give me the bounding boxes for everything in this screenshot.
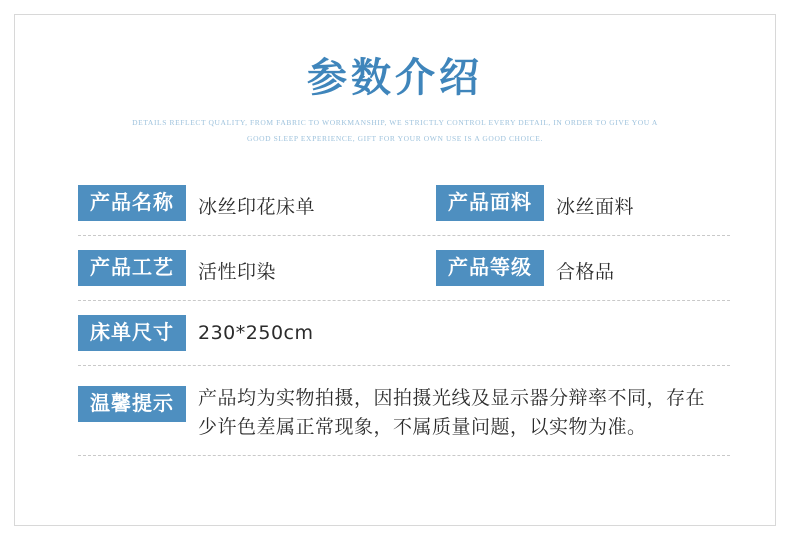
spec-cell-product-grade [436, 250, 730, 286]
spec-value-product-fabric: 冰丝面料 [556, 196, 635, 218]
subtitle-line-2: GOOD SLEEP EXPERIENCE, GIFT FOR YOUR OWN USE IS A GOOD CHOICE. [247, 134, 543, 143]
spec-value-warm-tip: 产品均为实物拍摄，因拍摄光线及显示器分辩率不同，存在少许色差属正常现象，不属质量问题，以实物为准。 [198, 387, 706, 438]
subtitle-line-1: DETAILS REFLECT QUALITY, FROM FABRIC TO WORKMANSHIP, WE STRICTLY CONTROL EVERY DETAIL, IN ORDER TO GIVE YOU A [132, 118, 658, 127]
spec-row-sheet-size [78, 315, 730, 366]
spec-label-product-grade: 产品等级 [436, 250, 544, 286]
spec-cell-sheet-size [78, 315, 436, 351]
spec-value-product-process: 活性印染 [198, 261, 277, 283]
spec-value-product-grade: 合格品 [556, 261, 615, 283]
spec-cell-product-fabric [436, 185, 730, 221]
spec-label-warm-tip: 温馨提示 [78, 386, 186, 422]
spec-row-product-name [78, 185, 730, 236]
spec-table [78, 185, 730, 470]
spec-label-product-process: 产品工艺 [78, 250, 186, 286]
spec-cell-warm-tip [78, 380, 718, 441]
spec-cell-product-process [78, 250, 436, 286]
spec-label-product-fabric: 产品面料 [436, 185, 544, 221]
spec-label-sheet-size: 床单尺寸 [78, 315, 186, 351]
spec-value-sheet-size: 230*250cm [198, 322, 314, 344]
page-title: 参数介绍 [307, 55, 483, 101]
spec-row-warm-tip [78, 380, 730, 456]
spec-cell-product-name [78, 185, 436, 221]
spec-label-product-name: 产品名称 [78, 185, 186, 221]
spec-value-product-name: 冰丝印花床单 [198, 196, 316, 218]
spec-row-product-process [78, 250, 730, 301]
